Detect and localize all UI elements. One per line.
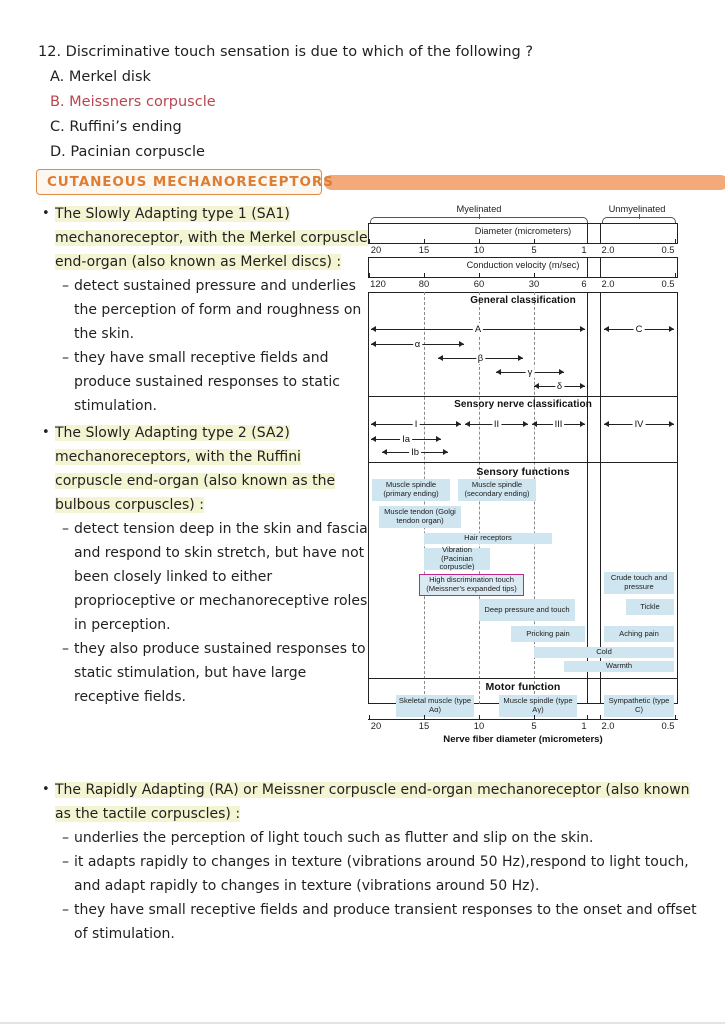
ticklabel-b-0: 20 <box>370 720 382 731</box>
bullet-dot-icon: • <box>42 206 50 221</box>
sbox-crude-touch-and-pressure: Crude touch and pressure <box>604 572 674 594</box>
arrow-label-Ib: Ib <box>411 446 419 457</box>
sbox-cold: Cold <box>534 647 674 658</box>
notes-bottom-block <box>38 778 708 949</box>
arrow-gamma <box>496 366 564 377</box>
bullet-sa1-sub-1 <box>62 346 368 418</box>
arrow-I <box>371 418 461 429</box>
dash-icon: – <box>62 830 69 846</box>
question-block <box>38 40 698 165</box>
dash-icon: – <box>62 521 69 537</box>
notes-left-column <box>38 202 368 712</box>
section-header-tab <box>324 175 725 190</box>
tick-d-1 <box>424 239 425 243</box>
bullet-ra-sub-1-text: it adapts rapidly to changes in texture (vibrations around 50 Hz),respond to light touch, and adapt rapidly to changes in texture (vibrations around 50 Hz). <box>74 854 689 894</box>
arrow-beta <box>438 352 523 363</box>
bullet-ra-sub-0 <box>62 826 708 850</box>
bottom-axis-rule <box>368 719 678 720</box>
arrow-Ib <box>382 446 448 457</box>
bullet-sa1-sub-0 <box>62 274 368 346</box>
bullet-sa1-sub-0-text: detect sustained pressure and underlies the perception of form and roughness on the skin. <box>74 278 362 342</box>
sbox-aching-pain: Aching pain <box>604 626 674 642</box>
tick-b-2 <box>479 715 480 719</box>
mbox-skeletal-muscle: Skeletal muscle (type Aα) <box>396 695 474 717</box>
bullet-ra-text <box>55 778 708 826</box>
ticklabel-v-1: 80 <box>418 278 430 289</box>
sbox-tickle: Tickle <box>626 599 674 615</box>
brace-label-myelinated: Myelinated <box>456 204 502 214</box>
dash-icon: – <box>62 641 69 657</box>
question-stem: 12. Discriminative touch sensation is due to which of the following ? <box>38 44 534 60</box>
bullet-ra-sub-1 <box>62 850 708 898</box>
ticklabel-b-3: 5 <box>531 720 537 731</box>
ticklabel-d-4: 1 <box>581 244 587 255</box>
arrow-alpha <box>371 338 464 349</box>
bullet-sa1-sub-1-text: they have small receptive fields and produce sustained responses to static stimulation. <box>74 350 340 414</box>
ticklabel-d-1: 15 <box>418 244 430 255</box>
bullet-sa2-sub-0 <box>62 517 368 637</box>
arrow-label-IV: IV <box>634 418 644 429</box>
ticklabel-b-5: 2.0 <box>601 720 615 731</box>
sbox-muscle-spindle-primary: Muscle spindle (primary ending) <box>372 479 450 501</box>
bullet-ra-sub-2 <box>62 898 708 946</box>
bullet-ra-highlight: The Rapidly Adapting (RA) or Meissner corpuscle end-organ mechanoreceptor (also known as the tactile corpuscles) : <box>55 782 690 822</box>
tick-d-2 <box>479 239 480 243</box>
section-header-box <box>36 169 334 195</box>
tick-d-0 <box>369 239 370 243</box>
divider-myelinated-end <box>587 292 588 704</box>
bullet-sa1-text <box>55 202 368 274</box>
tick-v-6 <box>675 273 676 277</box>
nerve-fiber-classification-figure <box>368 204 678 745</box>
sbox-pricking-pain: Pricking pain <box>511 626 585 642</box>
sbox-vibration-pacinian: Vibration (Pacinian corpuscle) <box>424 548 490 570</box>
mbox-sympathetic: Sympathetic (type C) <box>604 695 674 717</box>
bullet-dot-icon: • <box>42 782 50 797</box>
tick-b-0 <box>369 715 370 719</box>
bullet-ra-sub-2-text: they have small receptive fields and produce transient responses to the onset and offset of stimulation. <box>74 902 697 942</box>
ticklabel-b-1: 15 <box>418 720 430 731</box>
section-title: CUTANEOUS MECHANORECEPTORS <box>47 174 334 190</box>
arrow-II <box>465 418 528 429</box>
dash-icon: – <box>62 278 69 294</box>
ticklabel-b-2: 10 <box>473 720 485 731</box>
tick-b-1 <box>424 715 425 719</box>
section-header <box>36 169 716 197</box>
ticklabel-v-4: 6 <box>581 278 587 289</box>
arrow-label-delta: δ <box>556 380 563 391</box>
figure-x-axis-title: Nerve fiber diameter (micrometers) <box>443 734 603 745</box>
option-a[interactable]: A. Merkel disk <box>50 69 151 85</box>
tick-d-3 <box>534 239 535 243</box>
band-title-sensory-functions: Sensory functions <box>476 466 570 478</box>
dash-icon: – <box>62 350 69 366</box>
ticklabel-d-6: 0.5 <box>661 244 675 255</box>
sbox-high-discrimination-touch: High discrimination touch (Meissner's expanded tips) <box>419 574 524 596</box>
ticklabel-v-5: 2.0 <box>601 278 615 289</box>
tick-d-4 <box>587 239 588 243</box>
ticklabel-d-3: 5 <box>531 244 537 255</box>
ticklabel-d-5: 2.0 <box>601 244 615 255</box>
option-b[interactable]: B. Meissners corpuscle <box>50 94 216 110</box>
sbox-muscle-tendon: Muscle tendon (Golgi tendon organ) <box>379 506 461 528</box>
sbox-deep-pressure-and-touch: Deep pressure and touch <box>479 599 575 621</box>
arrow-label-II: II <box>493 418 500 429</box>
arrow-label-A: A <box>474 323 482 334</box>
band-rule-motor <box>368 678 678 679</box>
bullet-ra <box>38 778 708 946</box>
bullet-sa2-sub-1 <box>62 637 368 709</box>
arrow-label-C: C <box>635 323 643 334</box>
ticklabel-b-6: 0.5 <box>661 720 675 731</box>
arrow-III <box>532 418 585 429</box>
tick-v-0 <box>369 273 370 277</box>
bullet-dot-icon: • <box>42 425 50 440</box>
bullet-ra-sub-0-text: underlies the perception of light touch such as flutter and slip on the skin. <box>74 830 594 846</box>
tick-v-1 <box>424 273 425 277</box>
band-rule-sensory-nerve <box>368 396 678 397</box>
brace-label-unmyelinated: Unmyelinated <box>608 204 666 214</box>
band-title-general: General classification <box>470 295 576 306</box>
arrow-label-gamma: γ <box>527 366 533 377</box>
arrow-delta <box>534 380 585 391</box>
arrow-Ia <box>371 433 441 444</box>
bullet-sa1-highlight: The Slowly Adapting type 1 (SA1) mechanoreceptor, with the Merkel corpuscle end-organ (also known as Merkel discs) : <box>55 206 368 270</box>
arrow-label-I: I <box>414 418 418 429</box>
axis-title-diameter: Diameter (micrometers) <box>474 226 572 236</box>
ticklabel-v-3: 30 <box>528 278 540 289</box>
tick-b-3 <box>534 715 535 719</box>
axis-rule-velocity <box>368 277 678 278</box>
ticklabel-b-4: 1 <box>581 720 587 731</box>
arrow-A <box>371 323 585 334</box>
bullet-sa2-sub-1-text: they also produce sustained responses to static stimulation, but have large receptive fields. <box>74 641 366 705</box>
bullet-sa1 <box>38 202 368 418</box>
axis-rule-diameter <box>368 243 678 244</box>
arrow-IV <box>604 418 674 429</box>
divider-unmyelinated-start <box>600 292 601 704</box>
dash-icon: – <box>62 854 69 870</box>
arrow-C <box>604 323 674 334</box>
tick-d-5 <box>600 239 601 243</box>
axis-title-velocity: Conduction velocity (m/sec) <box>466 260 580 270</box>
tick-v-5 <box>600 273 601 277</box>
ticklabel-v-6: 0.5 <box>661 278 675 289</box>
option-c[interactable]: C. Ruffini’s ending <box>50 119 182 135</box>
tick-b-4 <box>587 715 588 719</box>
ticklabel-d-0: 20 <box>370 244 382 255</box>
bullet-sa2-text <box>55 421 368 517</box>
ticklabel-v-0: 120 <box>370 278 386 289</box>
bullet-sa2-sub-0-text: detect tension deep in the skin and fascia and respond to skin stretch, but have not been closely linked to either proprioceptive or mechanoreceptive roles in perception. <box>74 521 368 633</box>
bullet-sa2 <box>38 421 368 709</box>
arrow-label-Ia: Ia <box>402 433 410 444</box>
sbox-warmth: Warmth <box>564 661 674 672</box>
ticklabel-v-2: 60 <box>473 278 485 289</box>
arrow-label-beta: β <box>477 352 484 363</box>
dash-icon: – <box>62 902 69 918</box>
arrow-label-alpha: α <box>414 338 421 349</box>
sbox-hair-receptors: Hair receptors <box>424 533 552 544</box>
tick-b-5 <box>600 715 601 719</box>
band-rule-sensory-functions <box>368 462 678 463</box>
sbox-muscle-spindle-secondary: Muscle spindle (secondary ending) <box>458 479 536 501</box>
option-d[interactable]: D. Pacinian corpuscle <box>50 144 205 160</box>
tick-b-6 <box>675 715 676 719</box>
bullet-sa2-highlight: The Slowly Adapting type 2 (SA2) mechanoreceptors, with the Ruffini corpuscle end-organ (also known as the bulbous corpuscles) : <box>55 425 336 513</box>
band-title-sensory-nerve: Sensory nerve classification <box>454 399 592 410</box>
ticklabel-d-2: 10 <box>473 244 485 255</box>
tick-d-6 <box>675 239 676 243</box>
arrow-label-III: III <box>554 418 563 429</box>
tick-v-2 <box>479 273 480 277</box>
tick-v-3 <box>534 273 535 277</box>
mbox-muscle-spindle: Muscle spindle (type Aγ) <box>499 695 577 717</box>
tick-v-4 <box>587 273 588 277</box>
band-title-motor: Motor function <box>485 681 561 693</box>
